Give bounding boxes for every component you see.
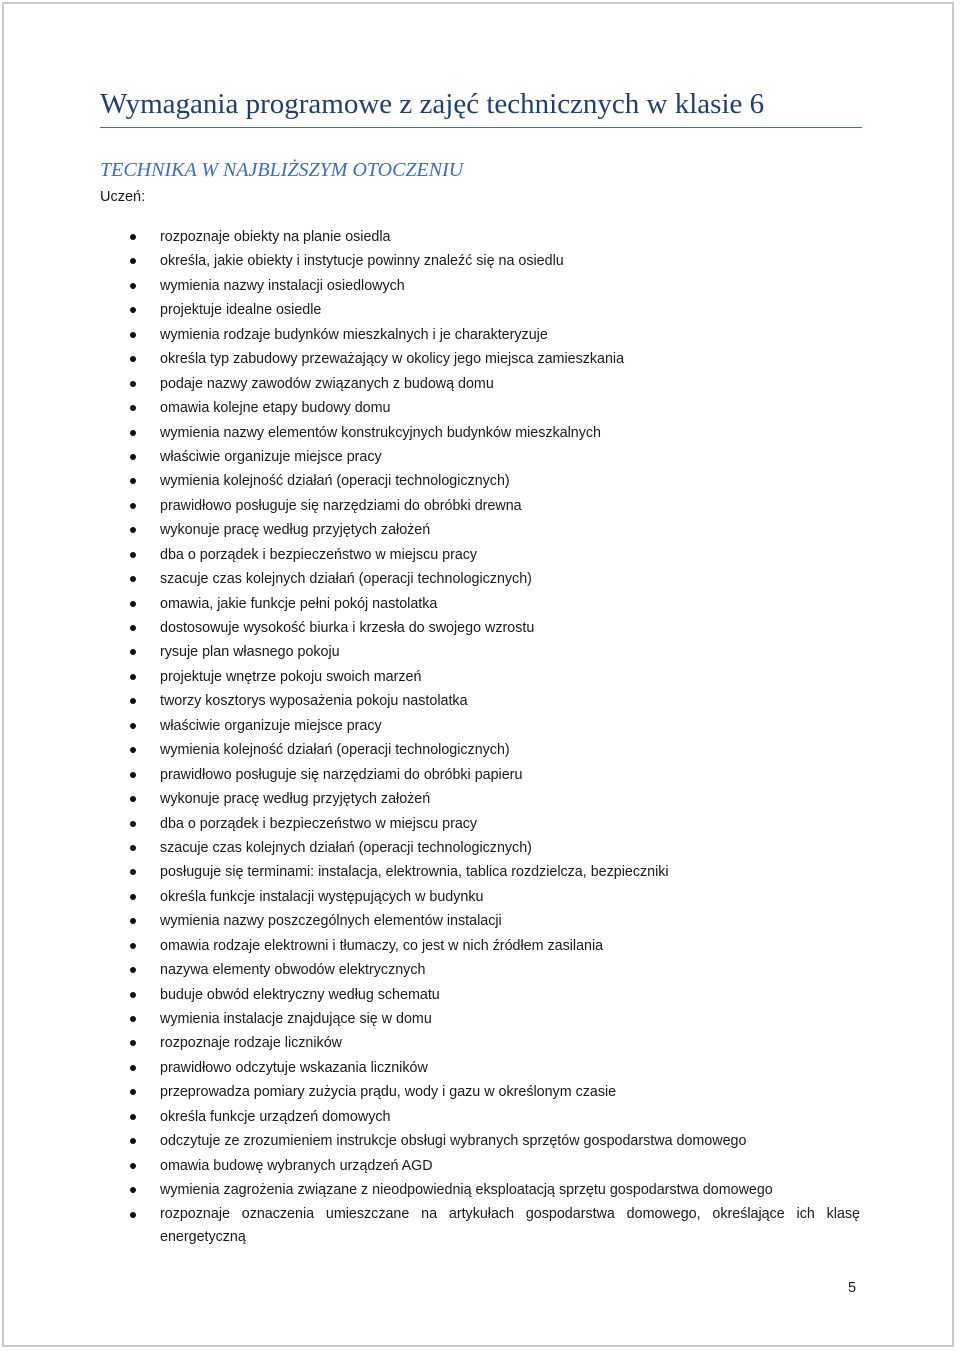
list-item-text: wymienia kolejność działań (operacji technologicznych) bbox=[160, 473, 510, 490]
bullet-icon bbox=[130, 1114, 136, 1120]
list-item-text: odczytuje ze zrozumieniem instrukcje obsługi wybranych sprzętów gospodarstwa domowego bbox=[160, 1133, 747, 1150]
list-item bbox=[0, 936, 960, 960]
list-item bbox=[0, 667, 960, 691]
page-number: 5 bbox=[848, 1280, 857, 1296]
list-item-text: wymienia nazwy elementów konstrukcyjnych budynków mieszkalnych bbox=[160, 424, 602, 441]
list-item bbox=[0, 374, 960, 398]
list-item bbox=[0, 1058, 960, 1082]
list-item-text: wykonuje pracę według przyjętych założeń bbox=[160, 791, 431, 808]
list-item-text: rozpoznaje oznaczenia umieszczane na artykułach gospodarstwa domowego, określające ich klasę energetyczną bbox=[160, 1205, 860, 1245]
list-item-text: omawia, jakie funkcje pełni pokój nastolatka bbox=[160, 595, 438, 612]
list-item bbox=[0, 985, 960, 1009]
document-title: Wymagania programowe z zajęć technicznych w klasie 6 bbox=[100, 88, 765, 120]
list-item bbox=[0, 911, 960, 935]
list-item bbox=[0, 838, 960, 862]
bullet-icon bbox=[130, 894, 136, 900]
bullet-icon bbox=[130, 918, 136, 924]
list-item-text: rozpoznaje obiekty na planie osiedla bbox=[160, 229, 391, 245]
bullet-icon bbox=[130, 1163, 136, 1169]
list-item bbox=[0, 691, 960, 715]
list-item-text: wymienia kolejność działań (operacji technologicznych) bbox=[160, 742, 510, 759]
list-item-text: wykonuje pracę według przyjętych założeń bbox=[160, 522, 431, 539]
bullet-icon bbox=[130, 503, 136, 509]
bullet-icon bbox=[130, 1065, 136, 1071]
list-item-text: określa funkcje urządzeń domowych bbox=[160, 1108, 391, 1125]
list-item-text: wymienia zagrożenia związane z nieodpowiednią eksploatacją sprzętu gospodarstwa domowego bbox=[160, 1182, 773, 1199]
section-heading: TECHNIKA W NAJBLIŻSZYM OTOCZENIU bbox=[100, 159, 464, 181]
bullet-icon bbox=[130, 283, 136, 289]
bullet-icon bbox=[130, 992, 136, 998]
bullet-icon bbox=[130, 576, 136, 582]
list-item bbox=[0, 814, 960, 838]
bullet-icon bbox=[130, 674, 136, 680]
bullet-icon bbox=[130, 405, 136, 411]
bullet-icon bbox=[130, 381, 136, 387]
bullet-icon bbox=[130, 1040, 136, 1046]
list-item bbox=[0, 887, 960, 911]
list-item-text: dba o porządek i bezpieczeństwo w miejscu pracy bbox=[160, 546, 478, 563]
list-item bbox=[0, 496, 960, 520]
list-item-text: wymienia rodzaje budynków mieszkalnych i je charakteryzuje bbox=[160, 326, 548, 343]
title-underline bbox=[100, 127, 862, 128]
list-item bbox=[0, 716, 960, 740]
subject-label: Uczeń: bbox=[100, 189, 146, 205]
list-item bbox=[0, 594, 960, 618]
list-item-text: szacuje czas kolejnych działań (operacji technologicznych) bbox=[160, 839, 532, 856]
list-item-text: wymienia nazwy instalacji osiedlowych bbox=[160, 277, 405, 294]
bullet-icon bbox=[130, 552, 136, 558]
list-item bbox=[0, 349, 960, 373]
list-item bbox=[0, 227, 960, 251]
list-item-text: dostosowuje wysokość biurka i krzesła do swojego wzrostu bbox=[160, 620, 535, 636]
list-item-text: posługuje się terminami: instalacja, elektrownia, tablica rozdzielcza, bezpieczniki bbox=[160, 864, 669, 881]
list-item bbox=[0, 740, 960, 764]
bullet-icon bbox=[130, 845, 136, 851]
list-item-text: projektuje idealne osiedle bbox=[160, 302, 322, 319]
list-item bbox=[0, 1180, 960, 1204]
bullet-icon bbox=[130, 307, 136, 313]
bullet-icon bbox=[130, 356, 136, 362]
bullet-icon bbox=[130, 601, 136, 607]
list-item bbox=[0, 1009, 960, 1033]
bullet-icon bbox=[130, 430, 136, 436]
list-item-text: nazywa elementy obwodów elektrycznych bbox=[160, 962, 426, 979]
bullet-icon bbox=[130, 723, 136, 729]
list-item-text: podaje nazwy zawodów związanych z budową domu bbox=[160, 375, 494, 392]
list-item bbox=[0, 1205, 960, 1255]
list-item bbox=[0, 471, 960, 495]
list-item-text: omawia budowę wybranych urządzeń AGD bbox=[160, 1157, 433, 1174]
list-item bbox=[0, 423, 960, 447]
list-item-text: przeprowadza pomiary zużycia prądu, wody i gazu w określonym czasie bbox=[160, 1084, 617, 1101]
list-item-text: określa funkcje instalacji występujących w budynku bbox=[160, 888, 484, 905]
list-item-text: tworzy kosztorys wyposażenia pokoju nastolatka bbox=[160, 693, 468, 710]
list-item-text: projektuje wnętrze pokoju swoich marzeń bbox=[160, 668, 422, 685]
list-item-text: szacuje czas kolejnych działań (operacji technologicznych) bbox=[160, 571, 532, 588]
list-item-text: dba o porządek i bezpieczeństwo w miejscu pracy bbox=[160, 815, 478, 832]
bullet-icon bbox=[130, 649, 136, 655]
list-item bbox=[0, 1131, 960, 1155]
list-item bbox=[0, 520, 960, 544]
list-item bbox=[0, 960, 960, 984]
list-item-text: omawia kolejne etapy budowy domu bbox=[160, 400, 391, 417]
list-item-text: właściwie organizuje miejsce pracy bbox=[160, 717, 382, 734]
list-item bbox=[0, 1033, 960, 1057]
bullet-icon bbox=[130, 625, 136, 631]
bullet-icon bbox=[130, 772, 136, 778]
list-item bbox=[0, 1082, 960, 1106]
bullet-icon bbox=[130, 258, 136, 264]
list-item bbox=[0, 447, 960, 471]
list-item bbox=[0, 569, 960, 593]
list-item-text: wymienia nazwy poszczególnych elementów instalacji bbox=[160, 913, 502, 930]
list-item bbox=[0, 618, 960, 642]
bullet-icon bbox=[130, 943, 136, 949]
list-item-text: określa typ zabudowy przeważający w okolicy jego miejsca zamieszkania bbox=[160, 351, 625, 368]
list-item bbox=[0, 251, 960, 275]
list-item-text: buduje obwód elektryczny według schematu bbox=[160, 986, 440, 1003]
bullet-icon bbox=[130, 1089, 136, 1095]
list-item-text: rysuje plan własnego pokoju bbox=[160, 644, 340, 661]
bullet-icon bbox=[130, 796, 136, 802]
list-item bbox=[0, 765, 960, 789]
list-item bbox=[0, 300, 960, 324]
list-item-text: prawidłowo odczytuje wskazania liczników bbox=[160, 1059, 428, 1076]
bullet-icon bbox=[130, 454, 136, 460]
bullet-icon bbox=[130, 478, 136, 484]
list-item bbox=[0, 276, 960, 300]
bullet-icon bbox=[130, 698, 136, 704]
list-item-text: prawidłowo posługuje się narzędziami do obróbki papieru bbox=[160, 766, 523, 783]
bullet-icon bbox=[130, 1187, 136, 1193]
bullet-icon bbox=[130, 1138, 136, 1144]
bullet-icon bbox=[130, 747, 136, 753]
bullet-icon bbox=[130, 1016, 136, 1022]
list-item bbox=[0, 642, 960, 666]
list-item-text: określa, jakie obiekty i instytucje powinny znaleźć się na osiedlu bbox=[160, 253, 564, 270]
bullet-icon bbox=[130, 1212, 136, 1218]
list-item bbox=[0, 1107, 960, 1131]
list-item bbox=[0, 398, 960, 422]
list-item-text: właściwie organizuje miejsce pracy bbox=[160, 448, 382, 465]
list-item bbox=[0, 862, 960, 886]
bullet-icon bbox=[130, 527, 136, 533]
requirements-list bbox=[0, 227, 960, 1255]
list-item-text: prawidłowo posługuje się narzędziami do obróbki drewna bbox=[160, 497, 522, 514]
list-item-text: omawia rodzaje elektrowni i tłumaczy, co jest w nich źródłem zasilania bbox=[160, 937, 604, 954]
bullet-icon bbox=[130, 869, 136, 875]
list-item bbox=[0, 1156, 960, 1180]
list-item bbox=[0, 789, 960, 813]
bullet-icon bbox=[130, 234, 136, 240]
bullet-icon bbox=[130, 332, 136, 338]
list-item-text: rozpoznaje rodzaje liczników bbox=[160, 1035, 342, 1052]
list-item-text: wymienia instalacje znajdujące się w domu bbox=[160, 1011, 432, 1027]
list-item bbox=[0, 325, 960, 349]
list-item bbox=[0, 545, 960, 569]
bullet-icon bbox=[130, 821, 136, 827]
bullet-icon bbox=[130, 967, 136, 973]
